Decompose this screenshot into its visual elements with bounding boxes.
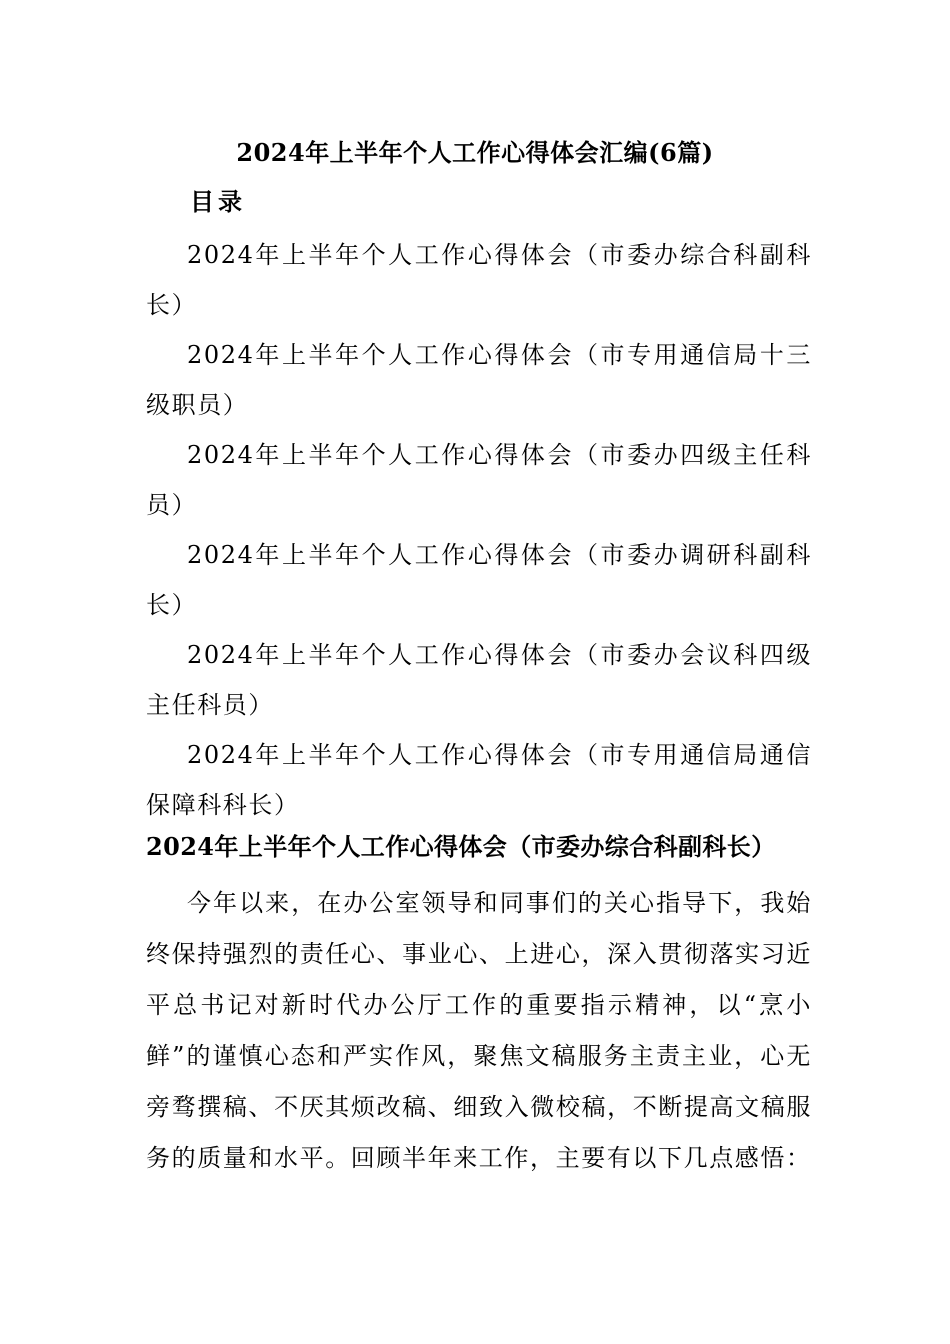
toc-item: 2024年上半年个人工作心得体会（市专用通信局通信保障科科长） <box>146 741 812 819</box>
document-title: 2024年上半年个人工作心得体会汇编(6篇) <box>236 138 714 167</box>
toc-item: 2024年上半年个人工作心得体会（市委办调研科副科长） <box>146 541 812 619</box>
table-of-contents <box>146 230 812 830</box>
toc-item: 2024年上半年个人工作心得体会（市委办四级主任科员） <box>146 441 812 519</box>
toc-heading: 目录 <box>190 187 246 216</box>
toc-item: 2024年上半年个人工作心得体会（市委办会议科四级主任科员） <box>146 641 812 719</box>
section-heading: 2024年上半年个人工作心得体会（市委办综合科副科长） <box>146 832 776 861</box>
toc-item: 2024年上半年个人工作心得体会（市专用通信局十三级职员） <box>146 341 812 419</box>
body-paragraph: 今年以来，在办公室领导和同事们的关心指导下，我始终保持强烈的责任心、事业心、上进心，深入贯彻落实习近平总书记对新时代办公厅工作的重要指示精神，以“烹小鲜”的谨慎心态和严实作风，聚焦文稿服务主责主业，心无旁骛撰稿、不厌其烦改稿、细致入微校稿，不断提高文稿服务的质量和水平。回顾半年来工作，主要有以下几点感悟： <box>146 889 812 1172</box>
toc-item: 2024年上半年个人工作心得体会（市委办综合科副科长） <box>146 241 812 319</box>
